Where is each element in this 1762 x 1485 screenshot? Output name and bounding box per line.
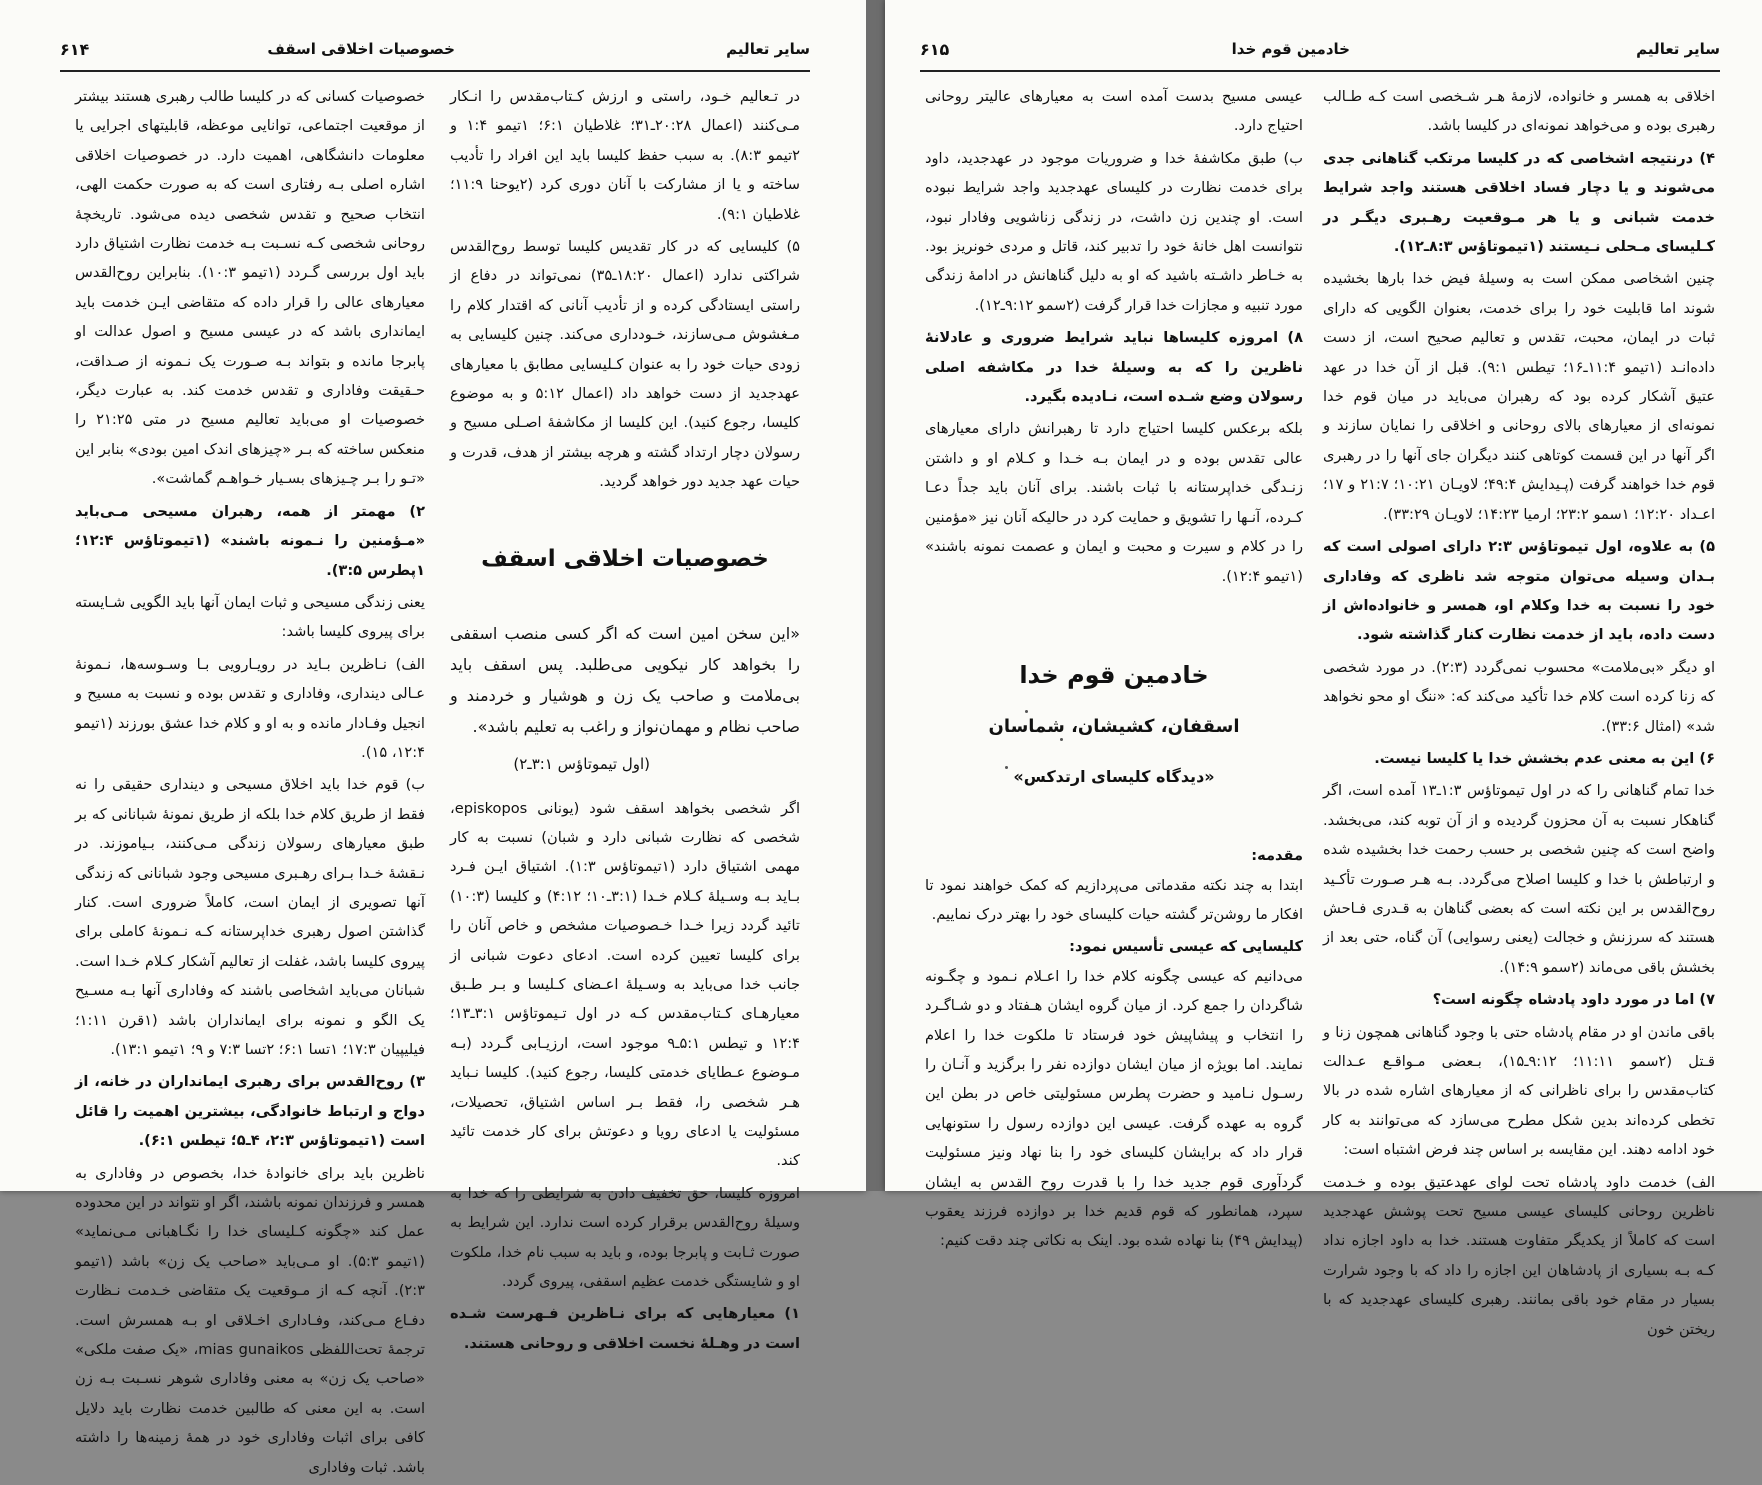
header-chapter: خادمین قوم خدا xyxy=(1231,40,1350,58)
scan-speck xyxy=(1025,710,1028,713)
paragraph-bold: ۶) این به معنی عدم بخشش خدا یا کلیسا نیست. xyxy=(1374,749,1715,767)
header-section: سایر تعالیم xyxy=(726,40,810,58)
paragraph-bold: ۳) روح‌القدس برای رهبری ایمانداران در خانه، از دواج و ارتباط خانوادگی، بیشترین اهمیت را قائل است (۱تیموتاؤس ۲:۳، ۴ـ۵؛ تیطس ۶:۱). xyxy=(75,1073,425,1150)
page-614 xyxy=(0,0,866,1476)
section-title: خادمین قوم خدا xyxy=(1019,660,1209,689)
page-615 xyxy=(885,0,1762,1338)
paragraph-bold: ۷) اما در مورد داود پادشاه چگونه است؟ xyxy=(1432,991,1715,1009)
paragraph: چنین اشخاصی ممکن است به وسیلهٔ فیض خدا بارها بخشیده شوند اما قابلیت خود را برای خدمت، بعنوان الگویی که دارای ثبات در ایمان، محبت، تقدس و تعالیم صحیح است، از دست داده‌انـد (۱تیمو ۱۱:۴ـ۱۶؛ تیطس ۹:۱). قبل از آن خدا در عهد عتیق آشکار کرده بود که رهبران می‌باید در میان قوم خدا نمونه‌ای از معیارهای بالای روحانی و اخلاقی را نمایان سازند و اگر آنها در این قسمت کوتاهی کنند دیگران جای آنها را در رهبری قوم خدا خواهند گرفت (پـیدایش ۴۹:۴؛ لاویـان ۱۰:۲۱؛ ۲۱:۷ و ۱۷؛ اعـداد ۱۲:۲۰؛ ۱سمو ۲۳:۲؛ ارمیا ۱۴:۲۳؛ لاویـان ۳۳:۲۹). xyxy=(1323,270,1715,523)
paragraph: ب) قوم خدا باید اخلاق مسیحی و دینداری حقیقی را نه فقط از طریق کلام خدا بلکه از طریق نمونهٔ شبانانی که بر طبق معیارهای رسولان زندگی مـی‌کنند، بـیاموزند. در نـقشهٔ خـدا بـرای رهـبری مسیحی وجود شبانانی که زندگی آنها تصویری از ایمان است، کاملاً ضروری است. کنار گذاشتن اصول رهبری خداپرستانه کـه نـمونهٔ کاملی برای پیروی کلیسا باشد، غفلت از تعالیم آشکار کـلام خـدا است. شبانان می‌باید اشخاصی باشند که وفاداری آنها بـه مسـیح یک الگو و نمونه برای ایمانداران باشد (۱قرن ۱:۱۱؛ فیلیپیان ۱۷:۳؛ ۱تسا ۶:۱؛ ۲تسا ۷:۳ و ۹؛ ۱تیمو ۱۳:۱). xyxy=(75,776,425,1058)
paragraph-bold: ۸) امروزه کلیساها نباید شرایط ضروری و عادلانهٔ ناظرین را که به وسیلهٔ خدا در مکاشفه اصلی رسولان وضع شـده است، نـادیده بگیرد. xyxy=(925,329,1303,406)
column-left xyxy=(75,82,425,1485)
intro-heading: مقدمه: xyxy=(1251,847,1303,865)
scan-speck xyxy=(1005,766,1008,769)
column-right xyxy=(450,82,800,1361)
header-section: سایر تعالیم xyxy=(1636,40,1720,58)
paragraph: خصوصیات کسانی که در کلیسا طالب رهبری هستند بیشتر از موقعیت اجتماعی، توانایی موعظه، قابلیتهای اجرایی یا معلومات دانشگاهی، اهمیت دارد. در خصوصیات اخلاقی اشاره اصلی بـه رفتاری است که به صورت حکمت الهی، انتخاب صحیح و تقدس شخصی دیده می‌شود. تاریخچهٔ روحانی شخصی کـه نسـبت بـه خدمت نظارت اشتیاق دارد باید اول بررسی گـردد (۱تیمو ۱۰:۳). بنابراین روح‌القدس معیارهای عالی را قرار داده که متقاضی ایـن خدمت باید ایمانداری باشد که در عیسی مسیح و اصول عدالت او پابرجا مانده و بتواند بـه صـورت یک نـمونه از صـداقت، حـقیقت وفاداری و تقدس خدمت کند. به عبارت دیگر، خصوصیات او می‌باید تعالیم مسیح در متی ۲۱:۲۵ را منعکس ساخته که بـر «چیزهای اندک امین بودی» بنابر این «تـو را بـر چـیزهای بسـیار خـواهـم گماشت». xyxy=(75,88,425,488)
paragraph: عیسی مسیح بدست آمده است به معیارهای عالیتر روحانی احتیاج دارد. xyxy=(925,88,1303,135)
paragraph: او دیگر «بی‌ملامت» محسوب نمی‌گردد (۲:۳). در مورد شخصی که زنا کرده است کلام خدا تأکید می‌کند که: «ننگ او محو نخواهد شد» (امثال ۳۳:۶). xyxy=(1323,658,1715,735)
paragraph-bold: ۱) معیارهایی که برای نـاظرین فـهرست شـده است در وهـلهٔ نخست اخلاقی و روحانی هستند. xyxy=(450,1305,800,1352)
paragraph-bold: ۲) مهمتر از همه، رهبران مسیحی مـی‌باید «مـؤمنین را نـمونه باشند» (۱تیموتاؤس ۱۲:۴؛ ۱پطرس ۳:۵). xyxy=(75,502,425,579)
paragraph: می‌دانیم که عیسی چگونه کلام خدا را اعـلام نـمود و چگـونه شاگردان را جمع کرد. از میان گروه ایشان هـفتاد و دو شـاگـرد را انتخاب و پیشاپیش خود فرستاد تا ملکوت خدا را اعلام نمایند. اما بویژه از میان ایشان دوازده نفر را برگزید و آنـان را رسـول نـامید و حضرت پطرس مسئولیتی خاص در بطن این گروه به عهده گرفت. عیسی این دوازده رسول را ستونهایی قرار داد که برایشان کلیسای خود را بنا نهاد ونیز مسئولیت گردآوری قوم جدید خدا را با قدرت روح القدس به ایشان سپرد، همانطور که قوم قدیم خدا بر دوازده فرزند یعقوب (پیدایش ۴۹) بنا نهاده شده بود. اینک به نکاتی چند دقت کنیم: xyxy=(925,967,1303,1250)
paragraph: الف) خدمت داود پادشاه تحت لوای عهدعتیق بوده و خـدمت ناظرین روحانی کلیسای عیسی مسیح تحت پوشش عهدجدید است که کاملاً از یکدیگر متفاوت هستند. خدا به داود اجازه نداد کـه بـه بسیاری از پادشاهان این اجازه را داد که با وجود شرارت بسیار در مقام خود باقی بمانند. رهبری کلیسای عهدجدید که با ریختن خون xyxy=(1323,1173,1715,1338)
section-title: خصوصیات اخلاقی اسقف xyxy=(481,545,769,572)
page-header xyxy=(920,40,1720,62)
paragraph: اگر شخصی بخواهد اسقف شود (یونانی episkopos، شخصی که نظارت شبانی دارد و شبان) نسبت به کار مهمی اشتیاق دارد (۱تیموتاؤس ۱:۳). اشتیاق ایـن فـرد بـاید بـه وسـیلهٔ کـلام خـدا (۳:۱ـ۱۰؛ ۴:۱۲) و کلیسا (۱۰:۳) تائید گردد زیرا خـدا خـصوصیات مشخص و خاص آنان را برای کلیسا تعیین کرده است. ادعای دعوت شبانی از جانب خدا می‌باید به وسـیلهٔ اعـضای کـلیسا و بـر طـبق معیارهـای کـتاب‌مقدس کـه در اول تـیموتاؤس ۳:۱ـ۱۳؛ ۱۲:۴ و تیطس ۵:۱ـ۹ موجود است، ارزیـابی گـردد (بـه مـوضوع عـطایای خدمتی کلیسا، رجوع کنید). کلیسا نـباید هـر شخصی را، فقط بـر اساس اشتیاق، تحصیلات، مسئولیت یا ادعای رویا و دعوتش برای کار خدمت تائید کند. xyxy=(450,799,801,1170)
founding-heading: کلیسایی که عیسی تأسیس نمود: xyxy=(1069,938,1303,956)
paragraph: یعنی زندگی مسیحی و ثبات ایمان آنها باید الگویی شـایسته برای پیروی کلیسا باشد: xyxy=(75,593,425,641)
paragraph: باقی ماندن او در مقام پادشاه حتی با وجود گناهانی همچون زنا و قـتل (۲سمو ۱۱:۱۱؛ ۹:۱۲ـ۱۵)، بـعضی مـواقـع عـدالت کتاب‌مقدس را برای ناظرانی که از معیارهای اشاره شده در بالا تخطی کرده‌اند بدین شکل مطرح می‌سازد که می‌توانند به کار خود ادامه دهند. این مقایسه بر اساس چند فرض اشتباه است: xyxy=(1323,1023,1716,1159)
paragraph-bold: ۴) درنتیجه اشخاصی که در کلیسا مرتکب گناهانی جدی می‌شوند و یا دچار فساد اخلاقی هستند واجد شرایط خدمت شبانی و یا هر مـوقعیت رهـبری دیگـر در کـلیسای مـحلی نـیستند (۱تیموتاؤس ۸:۳ـ۱۲). xyxy=(1323,149,1715,256)
paragraph: ابتدا به چند نکته مقدماتی می‌پردازیم که کمک خواهند نمود تا افکار ما روشن‌تر گشته حیات کلیسای خود را بهتر درک نماییم. xyxy=(925,876,1303,923)
paragraph: در تـعالیم خـود، راستی و ارزش کـتاب‌مقدس را انـکار مـی‌کنند (اعمال ۲۰:۲۸ـ۳۱؛ غلاطیان ۶:۱؛ ۱تیمو ۱:۴ و ۲تیمو ۸:۳). به سبب حفظ کلیسا باید این افراد را تأدیب ساخته و یا از مشارکت با آنان دوری کرد (۲یوحنا ۱۱:۹؛ غلاطیان ۹:۱). xyxy=(450,88,800,223)
paragraph: ب) طبق مکاشفهٔ خدا و ضروریات موجود در عهدجدید، داود برای خدمت نظارت در کلیسای عهدجدید واجد شرایط نبوده است. او چندین زن داشت، در زندگی زناشویی وفادار نبود، نتوانست اهل خانهٔ خود را تدبیر کند، قاتل و مردی خونریز بود. به خـاطر داشـته باشید که او به دلیل گناهانش در ادامهٔ زندگی مورد تنبیه و مجازات خدا قرار گرفت (۲سمو ۹:۱۲ـ۱۲). xyxy=(925,149,1303,314)
paragraph: خدا تمام گناهانی را که در اول تیموتاؤس ۱:۳ـ۱۳ آمده است، اگر گناهکار نسبت به آن محزون گردیده و از آن توبه کند، می‌بخشد. واضح است که چنین شخصی بر حسب رحمت خدا بخشیده شده و ارتباطش با خدا و کلیسا اصلاح می‌گردد. بـه هـر صـورت تأکـید روح‌القدس بر این نکته است که بعضی گناهان به قـدری فـاحش هستند که سرزنش و خجالت (یعنی رسوایی) آن گناه، حتی بعد از بخشش باقی می‌ماند (۲سمو ۱۴:۹). xyxy=(1323,782,1715,976)
section-source: «دیدگاه کلیسای ارتدکس» xyxy=(1013,766,1215,786)
page-header xyxy=(60,40,810,62)
quote-reference: (اول تیموتاؤس ۳:۱ـ۲) xyxy=(513,755,650,774)
page-number: ۶۱۴ xyxy=(60,40,90,59)
scan-speck xyxy=(1060,738,1063,741)
column-left xyxy=(925,82,1303,1259)
paragraph: ۵) کلیسایی که در کار تقدیس کلیسا توسط روح‌القدس شراکتی ندارد (اعمال ۱۸:۲۰ـ۳۵) نمی‌تواند در دفاع از راستی ایستادگی کرده و از تأدیب آنانی که اقتدار کلام را مـغشوش مـی‌سازند، خـودداری می‌کند. چنین کلیسایی به زودی حیات خود را به عنوان کـلیسایی مطابق با معیارهای عهدجدید از دست خواهد داد (اعمال ۵:۱۲ و به موضوع کلیسا، رجوع کنید). این کلیسا از مکاشفهٔ اصـلی مسیح و رسولان دچار ارتداد گشته و هرچه بیشتر از هدف، قدرت و حیات عهد جدید دور خواهد گردید. xyxy=(450,238,800,491)
paragraph: امروزه کلیسا، حق تخفیف دادن به شرایطی را که خدا به وسیلهٔ روح‌القدس برقرار کرده است ندارد. این شرایط به صورت ثـابت و پابرجا بوده، و باید به سبب نام خدا، ملکوت او و شایستگی خدمت عظیم اسقفی، پیروی گردد. xyxy=(450,1184,800,1290)
page-number: ۶۱۵ xyxy=(920,40,950,59)
header-rule xyxy=(920,70,1720,72)
paragraph-bold: ۵) به علاوه، اول تیموتاؤس ۲:۳ دارای اصولی است که بـدان وسیله می‌توان متوجه شد ناظری که وفاداری خود را نسبت به خدا وکلام او، همسر و خانواده‌اش از دست داده، باید از خدمت نظارت کنار گذاشته شود. xyxy=(1323,538,1715,644)
section-subtitle: اسقفان، کشیشان، شماسان xyxy=(988,716,1240,738)
paragraph: اخلاقی به همسر و خانواده، لازمهٔ هـر شـخصی است کـه طـالب رهبری بوده و می‌خواهد نمونه‌ای در کلیسا باشد. xyxy=(1323,88,1715,135)
column-right xyxy=(1323,82,1715,1347)
page-gutter xyxy=(866,0,885,1191)
header-rule xyxy=(60,70,810,72)
paragraph: بلکه برعکس کلیسا احتیاج دارد تا رهبرانش دارای معیارهای عالی تقدس بوده و در ایمان بـه خـدا و کـلام او و داشتن زنـدگی خداپرستانه با ثبات باشند. برای آنان باید جداً دعـا کـرده، آنـها را تشویق و حمایت کرد در حالیکه آنان نیز «مؤمنین را در کلام و سیرت و محبت و ایمان و عصمت نمونه باشند» (۱تیمو ۱۲:۴). xyxy=(925,420,1303,585)
paragraph: الف) نـاظرین بـاید در رویـارویی بـا وسـوسه‌ها، نـمونهٔ عـالی دینداری، وفاداری و تقدس بوده و نسبت به مسیح و انجیل وفـادار مانده و به او و کلام خدا عشق بورزند (۱تیمو ۱۲:۴، ۱۵). xyxy=(75,655,425,761)
paragraph: ناظرین باید برای خانوادهٔ خدا، بخصوص در وفاداری به همسر و فرزندان نمونه باشند، اگر او نتواند در این محدوده عمل کند «چگونه کـلیسای خدا را نگـاهبانی مـی‌نماید» (۱تیمو ۵:۳). او مـی‌باید «صاحب یک زن» باشد (۱تیمو ۲:۳). آنچه کـه از مـوقعیت یک متقاضی خـدمت نـظارت دفـاع مـی‌کند، وفـاداری اخـلاقی او بـه همسرش است. ترجمهٔ تحت‌اللفظی mias gunaikos، «یک صفت ملکی» «صاحب یک زن» به معنی وفاداری شوهر نسـبت بـه زن است. به این معنی که طالبین خدمت نظارت باید دلایل کافی برای اثبات وفاداری خود در همهٔ زمینه‌ها را داشته باشد. ثبات وفاداری xyxy=(75,1164,425,1476)
header-chapter: خصوصیات اخلاقی اسقف xyxy=(267,40,455,58)
quote: «این سخن امین است که اگر کسی منصب اسقفی را بخواهد کار نیکویی می‌طلبد. پس اسقف باید بی‌ملامت و صاحب یک زن و هوشیار و خردمند و صاحب نظام و مهمان‌نواز و راغب به تعلیم باشد». xyxy=(450,624,800,737)
